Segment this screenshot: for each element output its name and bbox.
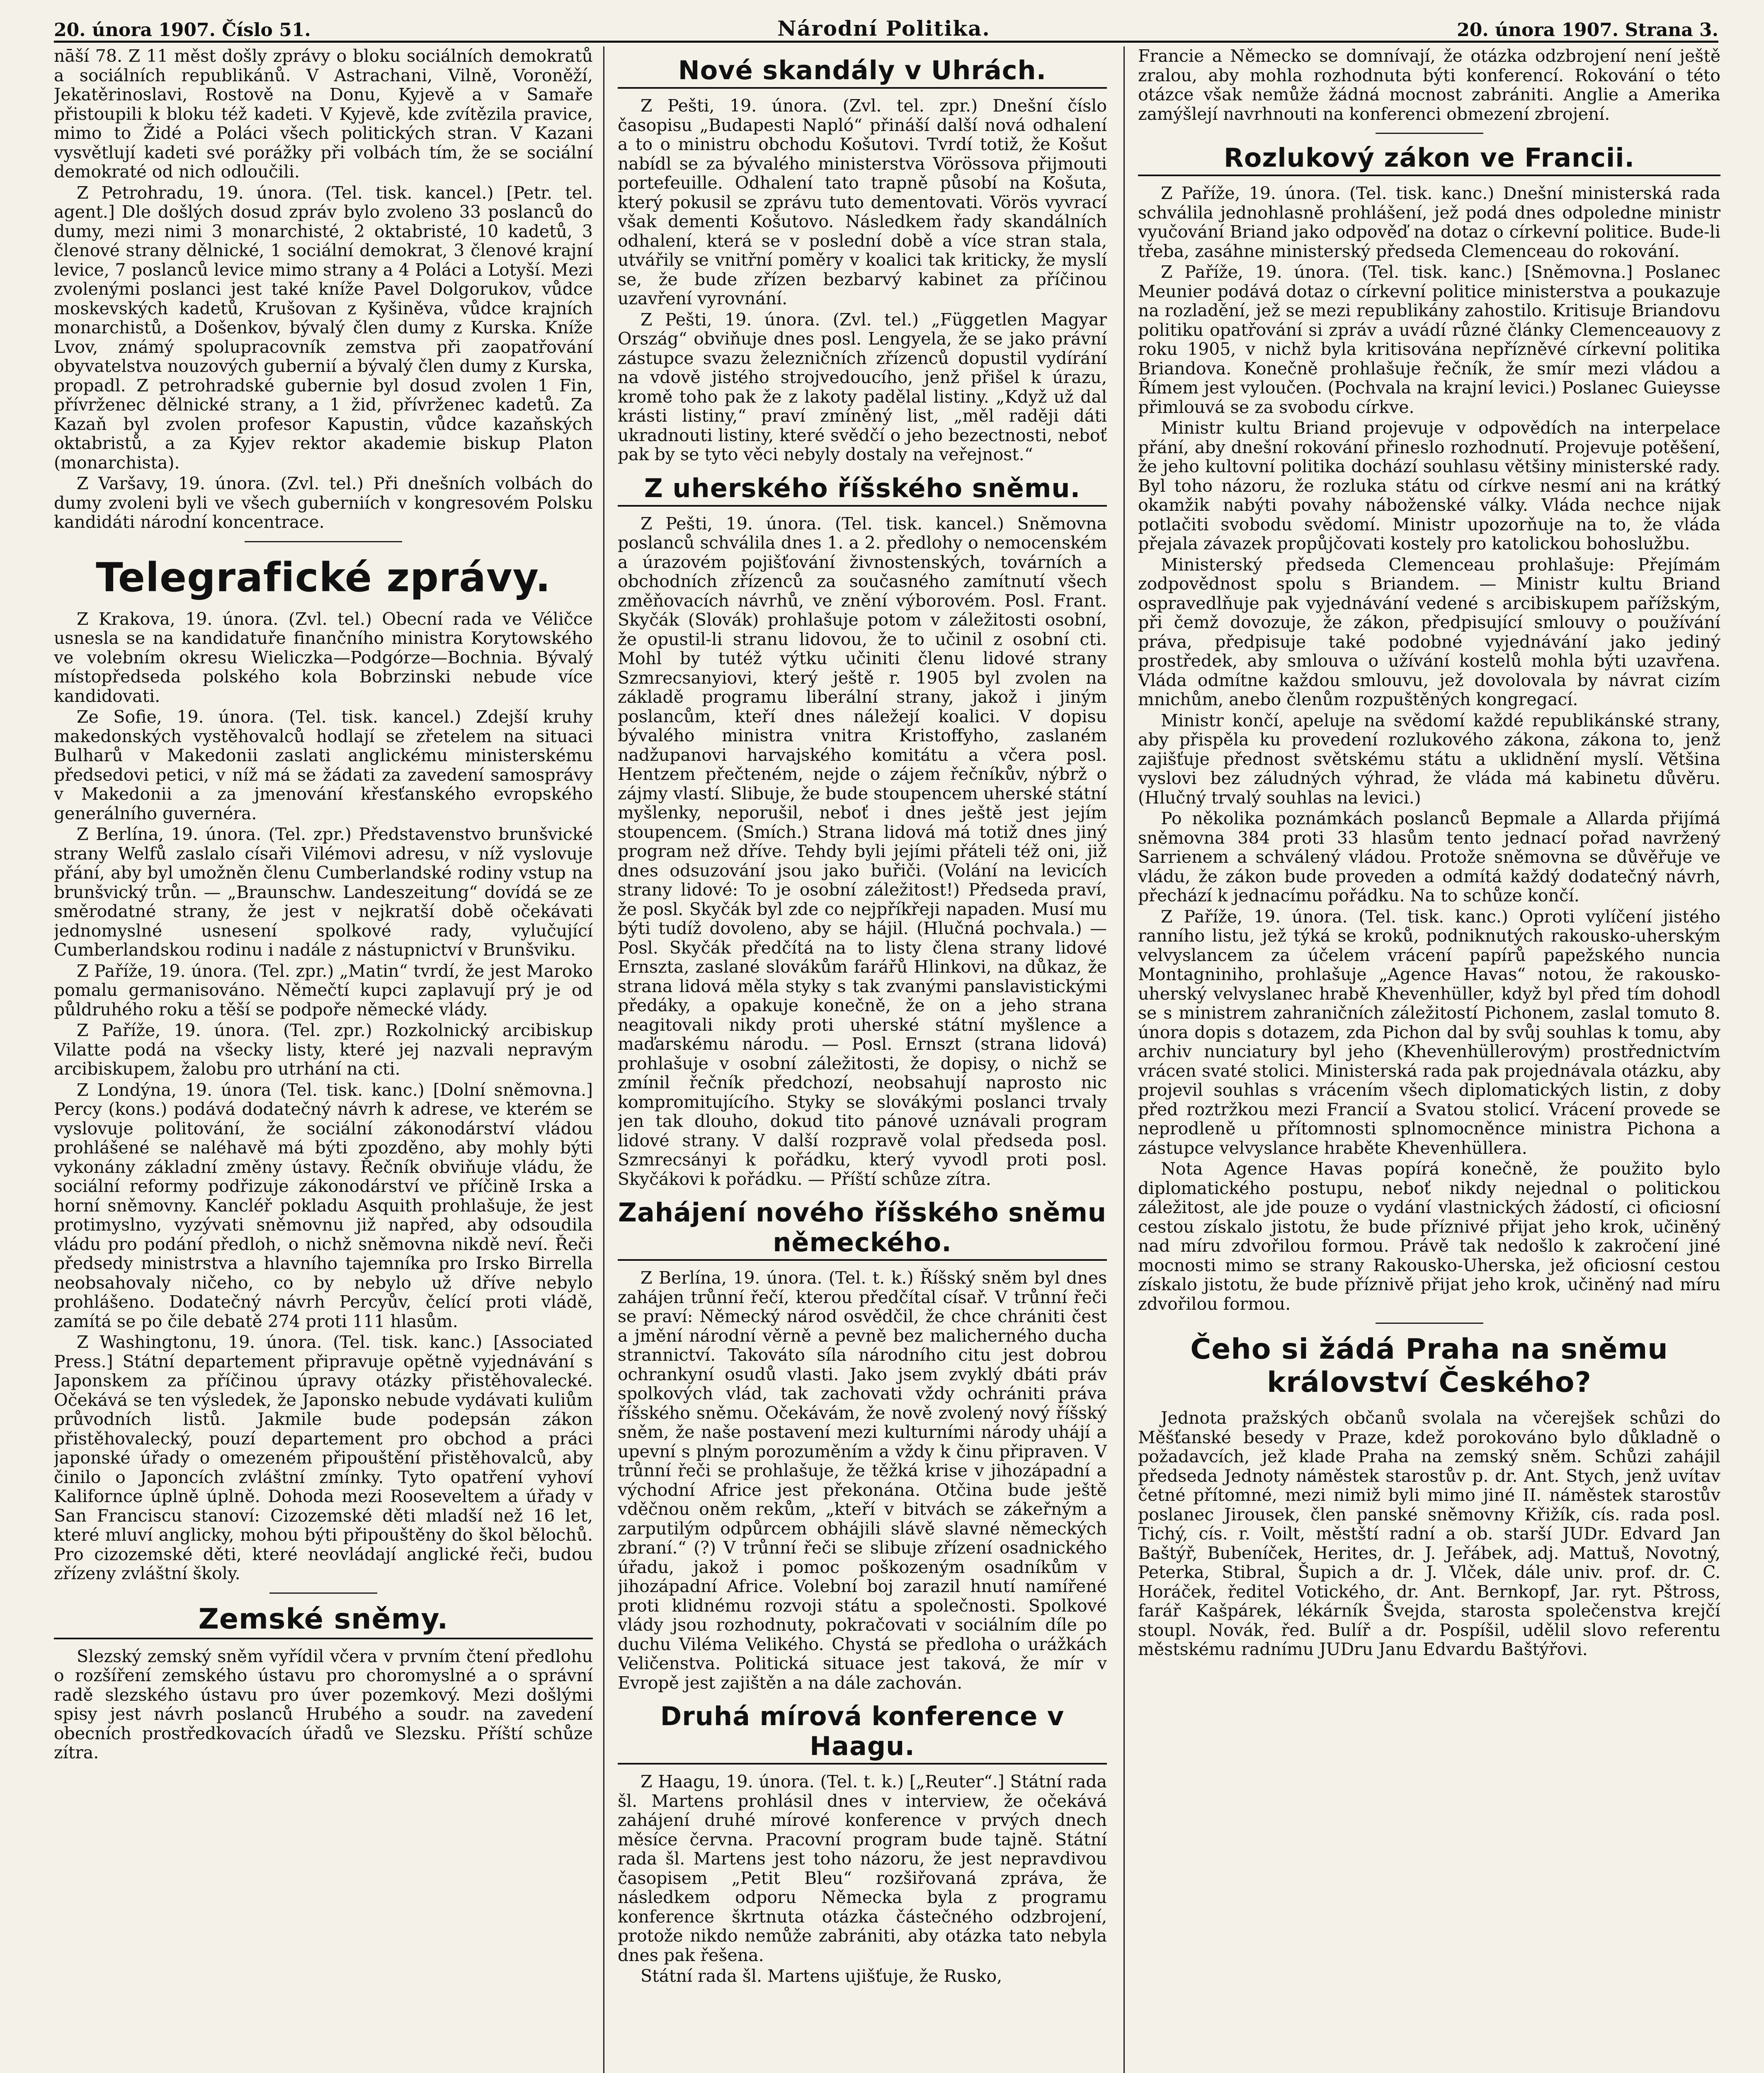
section-heading-uhersky-snem: Z uherského říšského sněmu. (618, 473, 1107, 507)
section-separator (269, 1592, 377, 1594)
article-paragraph: Z Paříže, 19. února. (Tel. tisk. kanc.) Oproti vylíčení jistého ranního listu, jež týká se kroků, podniknutých rakousko-uherským velvyslancem za účelem vrácení papírů papežského nuncia Montagniniho, prohlašuje „Agence Havas“ notou, že rakousko-uherský velvyslanec hrabě Khevenhüller, když byl před tím dohodl se s ministrem zahraničních záležitostí Pichonem, zaslal tomuto 8. února dopis s dotazem, zda Pichon dal by svůj souhlas k tomu, aby archiv nunciatury byl jeho (Khevenhüllerovým) prostřednictvím vrácen svaté stolici. Ministerská rada pak projednávala otázku, aby projevil souhlas s vrácením všech diplomatických listin, z doby před roztržkou mezi Francií a Svatou stolicí. Vrácení provede se neprodleně u přítomnosti splnomocněnce ministra Pichona a zástupce velvyslance hraběte Khevenhüllera. (1138, 906, 1720, 1158)
article-paragraph: Z Pešti, 19. února. (Zvl. tel.) „Független Magyar Ország“ obviňuje dnes posl. Lengyela, že se jako právní zástupce svazu železničních zřízenců dopustil vydírání na vdově jistého strojvedoucího, jenž přišel k úrazu, kromě toho pak že z lakoty padělal listiny. „Když už dal krásti listiny,“ praví zmíněný list, „měl raději dáti ukradnouti listiny, které svědčí o jeho bezectnosti, neboť pak by se tyto věci nebyly dostaly na veřejnost.“ (618, 309, 1107, 464)
article-paragraph: Ministr končí, apeluje na svědomí každé republikánské strany, aby přispěla ku provedení rozlukového zákona, zákona to, jenž zajišťuje přednost světskému státu a uklidnění myslí. Většina vyslovi bez záludných výhrad, že vláda má kabinetu důvěru. (Hlučný trvalý souhlas na levici.) (1138, 710, 1720, 808)
article-paragraph: Ministr kultu Briand projevuje v odpovědích na interpelace přání, aby dnešní rokování přineslo rozhodnutí. Projevuje potěšení, že jeho kultovní politika dochází souhlasu většiny ministerské rady. Byl toho názoru, že rozluka státu od církve nesmí ani na krátký okamžik nabýti povahy náboženské války. Vláda nechce nijak potlačiti svobodu svědomí. Ministr upozorňuje na to, že vláda přejala závazek propůjčovati kostely pro katolickou bohoslužbu. (1138, 418, 1720, 553)
article-paragraph: Z Paříže, 19. února. (Tel. zpr.) Rozkolnický arcibiskup Vilatte podá na všecky listy, které jej nazvali nepravým arcibiskupem, žalobu pro utrhání na cti. (54, 1020, 593, 1079)
article-paragraph: Z Pešti, 19. února. (Zvl. tel. zpr.) Dnešní číslo časopisu „Budapesti Napló“ přináší další nová odhalení a to o ministru obchodu Košutovi. Tvrdí totiž, že Košut nabídl se za bývalého ministerstva Vörössova přijmouti portefeuille. Odhalení tato trapně působí na Košuta, který pokusil se zprávu tuto dementovati. Vörös vyvrací však dementi Košutovo. Následkem řady skandálních odhalení, která se v poslední době a více stran stala, utvářily se vnitřní poměry v koalici tak kriticky, že myslí se, že bude zřízen bezbarvý kabinet za příčinou uzavření vyrovnání. (618, 96, 1107, 308)
masthead-date-issue: 20. února 1907. Číslo 51. (54, 19, 311, 41)
article-paragraph: nāší 78. Z 11 měst došly zprávy o bloku sociálních demokratů a sociálních republikánů. V Astrachani, Vilně, Voroněží, Jekatěrinoslavi, Rostově na Donu, Kyjevě a v Samaře přistoupili k bloku též kadeti. V Kyjevě, kde zvítězila pravice, mimo to Židé a Poláci všech politických stran. V Kazani vysvětlují kadeti své porážky při volbách tím, že se sociální demokraté od nich odloučili. (54, 46, 593, 182)
article-paragraph: Z Petrohradu, 19. února. (Tel. tisk. kancel.) [Petr. tel. agent.] Dle došlých dosud zpráv bylo zvoleno 33 poslanců do dumy, mezi nimi 3 monarchisté, 2 oktabristé, 10 kadetů, 3 členové strany dělnické, 1 sociální demokrat, 3 členové krajní levice, 7 poslanců levice mimo strany a 4 Poláci a Lotyší. Mezi zvolenými poslanci jest také kníže Pavel Dolgorukov, vůdce moskevských kadetů, Krušovan z Kyšiněva, vůdce krajních monarchistů, a Došenkov, bývalý člen dumy z Kurska. Kníže Lvov, známý spolupracovník zemstva při zaopatřování obyvatelstva nouzových gubernií a bývalý člen dumy z Kurska, propadl. Z petrohradské gubernie byl dosud zvolen 1 Fin, přívrženec dělnické strany, a 1 žid, přívrženec kadetů. Za Kazaň byl zvolen profesor Kapustin, vůdce kazaňských oktabristů, a za Kyjev rektor akademie biskup Platon (monarchista). (54, 182, 593, 473)
article-paragraph: Z Washingtonu, 19. února. (Tel. tisk. kanc.) [Associated Press.] Státní departement připravuje opětně vyjednávání s Japonskem za příčinou úpravy otázky přistěhovalecké. Očekává se ten výsledek, že Japonsko nebude vydávati kuliům průvodních listů. Jakmile bude podepsán zákon přistěhovalecký, pouzí departement pro obchod a práci japonské úřady o omezeném připouštění přistěhovalců, aby činilo o Japoncích zvláštní zmínky. Tyto opatření vyhoví Kalifornce úplně úplně. Dohoda mezi Rooseveltem a úřady v San Franciscu stanoví: Cizozemské děti mladší než 16 let, které mluví anglicky, mohou býti připouštěny do škol bělochů. Pro cizozemské děti, které neovládají anglické řeči, budou zřízeny zvláštní školy. (54, 1332, 593, 1583)
section-heading-praha: Čeho si žádá Praha na sněmu království Českého? (1190, 1333, 1668, 1399)
section-separator (1376, 133, 1483, 134)
section-heading-zemske: Zemské sněmy. (54, 1603, 593, 1639)
section-heading-skandaly: Nové skandály v Uhrách. (618, 56, 1107, 89)
column-left (54, 46, 593, 2073)
article-paragraph: Z Berlína, 19. února. (Tel. zpr.) Představenstvo brunšvické strany Welfů zaslalo císaři Vilémovi adresu, v níž vyslovuje přání, aby byl umožněn členu Cumberlandské rodiny vstup na brunšvický trůn. — „Braunschw. Landeszeitung“ dovídá se ze směrodatné strany, že jest v nejkratší době očekávati jednomyslné usnesení spolkové rady, vylučující Cumberlandskou rodinu i nadále z nástupnictví v Brunšviku. (54, 824, 593, 960)
article-paragraph: Z Berlína, 19. února. (Tel. t. k.) Říšský sněm byl dnes zahájen trůnní řečí, kterou předčítal císař. V trůnní řeči se praví: Německý národ osvědčil, že chce chrániti čest a jmění národní věrně a pevně bez malicherného ducha strannictví. Takováto síla národního citu jest dobrou ochrankyní osudů vlasti. Jako jsem zvyklý dbáti práv spolkových vlád, tak zachovati vždy ochrániti práva říšského sněmu. Očekávám, že nově zvolený nový říšský sněm, že naše postavení mezi kulturními národy uhájí a upevní s plným porozuměním a vždy k činu připraven. V trůnní řeči se prohlašuje, že těžká krise v jihozápadní a východní Africe jest překonána. Otčina bude ještě vděčnou oněm rekům, „kteří v bitvách se zákeřným a zarputilým odpůrcem obhájili slávě slavné německých zbraní.“ (?) V trůnní řeči se slibuje zřízení osadnického úřadu, jakož i pomoc poškozeným osadníkům v jihozápadní Africe. Volební boj zarazil hnutí namířené proti klidnému rozvoji státu a společnosti. Spolkové vlády jsou rozhodnuty, pokračovati v sociálním díle po duchu Viléma Velikého. Chystá se předloha o urážkách Veličenstva. Politická situace jest taková, že mír v Evropě jest zajištěn a na dále zachován. (618, 1268, 1107, 1693)
section-heading-nemecky-snem: Zahájení nového říšského sněmu německého. (618, 1198, 1107, 1261)
article-paragraph: Z Haagu, 19. února. (Tel. t. k.) [„Reuter“.] Státní rada šl. Martens prohlásil dnes v interview, že očekává zahájení druhé mírové konference v prvých dnech měsíce června. Pracovní program bude tajně. Státní rada šl. Martens jest toho názoru, že jest nepravdivou časopisem „Petit Bleu“ rozšiřovaná zpráva, že následkem odporu Německa byla z programu konference škrtnuta otázka částečného odzbrojení, protože nikdo nemůže zabrániti, aby otázka tato nebyla dnes pak řešena. (618, 1772, 1107, 1965)
section-heading-haag: Druhá mírová konference v Haagu. (618, 1702, 1107, 1765)
article-paragraph: Z Varšavy, 19. února. (Zvl. tel.) Při dnešních volbách do dumy zvoleni byli ve všech guberniích v kongresovém Polsku kandidáti národní koncentrace. (54, 473, 593, 532)
masthead-date-page: 20. února 1907. Strana 3. (1457, 19, 1718, 41)
article-paragraph: Slezský zemský sněm vyřídil včera v prvním čtení předlohu o rozšíření zemského ústavu pro choromyslné a o správní radě slezského ústavu pro úver pozemkový. Mezi došlými spisy jest návrh poslanců Hrubého a soudr. na zavedení obecních prostředkovacích úřadů ve Slezsku. Příští schůze zítra. (54, 1646, 593, 1762)
newspaper-title: Národní Politika. (777, 16, 990, 41)
article-paragraph: Z Paříže, 19. února. (Tel. tisk. kanc.) [Sněmovna.] Poslanec Meunier podává dotaz o církevní politice ministerstva a poukazuje na rozladění, jež se mezi republikány zahostilo. Kritisuje Briandovu politiku opatřování si zpráv a uvádí různé články Clemenceauovy z roku 1905, v nichž byla kritisována nepřízněvé církevní politika Briandova. Konečně prohlašuje řečník, že smír mezi vládou a Římem jest vyloučen. (Pochvala na krajní levici.) Poslanec Guieysse přimlouvá se za svobodu církve. (1138, 262, 1720, 417)
section-separator (245, 541, 402, 542)
column-middle (618, 46, 1107, 2073)
article-paragraph: Z Krakova, 19. února. (Zvl. tel.) Obecní rada ve Véličce usnesla se na kandidatuře finančního ministra Korytowského ve volebním okresu Wieliczka—Podgórze—Bochnia. Bývalý místopředseda polského kola Bobrzinski nebude více kandidovati. (54, 609, 593, 706)
article-paragraph: Nota Agence Havas popírá konečně, že použito bylo diplomatického postupu, neboť nikdy nejednal o politickou záležitost, ale jde pouze o vydání vlastnických žádostí, ci oficiosní cestou získalo jistotu, že bude příznivé přijat jeho krok, učiněný nad míru zdvořilou formou. Právě tak nedošlo k zakročení jiné mocnosti mimo se strany Rakousko-Uherska, jež oficiosní cestou získalo jistotu, že bude příznivě přijat jeho krok, učiněný nad míru zdvořilou formou. (1138, 1159, 1720, 1314)
column-right (1138, 46, 1720, 2073)
article-paragraph: Francie a Německo se domnívají, že otázka odzbrojení není ještě zralou, aby mohla rozhodnuta býti konferencí. Rokování o této otázce však nemůže žádná mocnost zabrániti. Anglie a Amerika zamýšlejí navrhnouti na konferenci obmezení zbrojení. (1138, 46, 1720, 124)
article-paragraph: Z Paříže, 19. února. (Tel. zpr.) „Matin“ tvrdí, že jest Maroko pomalu germanisováno. Němečtí kupci zaplavují prý je od půldruhého roku a těší se podpoře německé vlády. (54, 961, 593, 1020)
column-divider (1123, 46, 1125, 2073)
masthead (54, 12, 1718, 43)
article-paragraph: Jednota pražských občanů svolala na včerejšek schůzi do Měšťanské besedy v Praze, kdež porokováno bylo důkladně o požadavcích, jež klade Praha na zemský sněm. Schůzi zahájil předseda Jednoty náměstek starostův p. dr. Ant. Stych, jenž uvítav četné přítomné, mezi nimiž byli mimo jiné II. náměstek starostův poslanec Jirousek, člen panské sněmovny Křižík, cís. rada posl. Tichý, cís. r. Voilt, městští radní a ob. starší JUDr. Edvard Jan Baštýř, Bubeníček, Herites, dr. J. Jeřábek, adj. Mattuš, Novotný, Peterka, Stibral, Šupich a dr. J. Vlček, dále univ. prof. dr. C. Horáček, ředitel Votického, dr. Ant. Bernkopf, Jar. ryt. Pštross, farář Kašpárek, lékárník Švejda, starosta společenstva krejčí stoupl. Novák, řed. Bulíř a dr. Pospíšil, udělil slovo referentu městskému radnímu JUDru Janu Edvardu Baštýřovi. (1138, 1408, 1720, 1659)
section-separator (1376, 1323, 1483, 1324)
article-paragraph: Ministerský předseda Clemenceau prohlašuje: Přejímám zodpovědnost spolu s Briandem. — Ministr kultu Briand ospravedlňuje pak vyjednávání vedené s arcibiskupem pařížským, při čemž dovozuje, že zákon, předpisující smlouvy o používání práva, předpisuje také podobné vyjednávání jako jediný prostředek, aby smlouva o užívání kostelů mohla býti uzavřena. Vláda odmítne každou smlouvu, jež dovolovala by návrat cizím mnichům, anebo členům rozpuštěných kongregací. (1138, 554, 1720, 709)
article-paragraph: Po několika poznámkách poslanců Bepmale a Allarda přijímá sněmovna 384 proti 33 hlasům tento jednací pořad navržený Sarrienem a schválený vládou. Protože sněmovna se důvěřuje ve vládu, že zákon bude proveden a odmítá každý dodatečný návrh, přechází k jednacímu pořádku. Na to schůze končí. (1138, 808, 1720, 905)
article-paragraph: Z Pešti, 19. února. (Tel. tisk. kancel.) Sněmovna poslanců schválila dnes 1. a 2. předlohy o nemocenském a úrazovém pojišťování živnostenských, továrních a obchodních zřízenců za současného zamítnutí všech změňovacích návrhů, ve znění výborovém. Posl. Frant. Skyčák (Slovák) prohlašuje potom v záležitosti osobní, že opustil-li stranu lidovou, že to učinil z osobní cti. Mohl by tutéž výtku učiniti členu lidové strany Szmrecsanyiovi, který ještě r. 1905 byl zvolen na základě programu liberální strany, jakož i jiným poslancům, kteří dnes náležejí koalici. V dopisu bývalého ministra vnitra Kristoffyho, zaslaném nadžupanovi harvajského komitátu a včera posl. Hentzem přečteném, nejde o zájem řečníkův, nýbrž o zájmy vlastí. Slibuje, že bude stoupencem uherské státní myšlenky, neporušil, neboť i dnes ještě jest jejím stoupencem. (Smích.) Strana lidová má totiž dnes jiný program než dříve. Tehdy byli jejími přáteli též oni, již dnes odsuzování jsou jako buřiči. (Volání na levicích strany lidové: To je osobní záležitost!) Předseda praví, že posl. Skyčák byl zde co nejpříkřeji napaden. Musí mu býti tudíž dovoleno, aby se hájil. (Hlučná pochvala.) — Posl. Skyčák předčítá na to listy člena strany lidové Ernszta, zaslané slovákům farářů Hlinkovi, na důkaz, že strana lidová měla styky s tak zvanými panslavistickými předáky, a opakuje konečně, že on a jeho strana neagitovali nikdy proti uherské státní myšlence a maďarskému národu. — Posl. Ernszt (strana lidová) prohlašuje v osobní záležitosti, že dopisy, o nichž se zmínil řečník předchozí, neobsahují naprosto nic kompromitujícího. Styky se slovákými poslanci trvaly jen tak dlouho, dokud tito pánové uznávali program lidové strany. V další rozpravě volal předseda posl. Szmrecsányi k pořádku, který vyvodl proti posl. Skyčákovi k pořádku. — Příští schůze zítra. (618, 513, 1107, 1189)
section-heading-telegrafic: Telegrafické zprávy. (96, 554, 551, 601)
section-heading-rozluka: Rozlukový zákon ve Francii. (1138, 143, 1720, 176)
article-paragraph: Z Londýna, 19. února (Tel. tisk. kanc.) [Dolní sněmovna.] Percy (kons.) podává dodatečný návrh k adrese, ve kterém se vyslovuje politování, že sociální zákonodárství vládou prohlášené se naléhavě má býti zpozděno, aby mohly býti vykonány základní změny ústavy. Řečník obviňuje vládu, že sociální reformy podřizuje zákonodárství ve příčině Irska a horní sněmovny. Kancléř pokladu Asquith prohlašuje, že jest protimyslno, vyzývati sněmovnu již napřed, aby odsoudila vládu pro podání předloh, o nichž sněmovna nikdě neví. Řeči předsedy ministrstva a hlavního tajemníka pro Irsko Birrella neobsahovaly ničeho, co by nebylo už dříve nebylo prohlášeno. Dodatečný návrh Percyův, čelící proti vládě, zamítá se po čile debatě 274 proti 111 hlasům. (54, 1080, 593, 1331)
article-paragraph: Státní rada šl. Martens ujišťuje, že Rusko, (641, 1966, 1002, 1986)
article-paragraph: Ze Sofie, 19. února. (Tel. tisk. kancel.) Zdejší kruhy makedonských vystěhovalců hodlají se zřetelem na situaci Bulharů v Makedonii zaslati anglickému ministerskému předsedovi petici, v níž má se žádati za zavedení samosprávy v Makedonii a za jmenování křesťanského evropského generálního guvernéra. (54, 707, 593, 823)
column-divider (603, 46, 604, 2073)
article-paragraph: Z Paříže, 19. února. (Tel. tisk. kanc.) Dnešní ministerská rada schválila jednohlasně prohlášení, jež podá dnes odpoledne ministr vyučování Briand jako odpověď na dotaz o církevní politice. Bude-li třeba, zasáhne ministerský předseda Clemenceau do rokování. (1138, 183, 1720, 261)
